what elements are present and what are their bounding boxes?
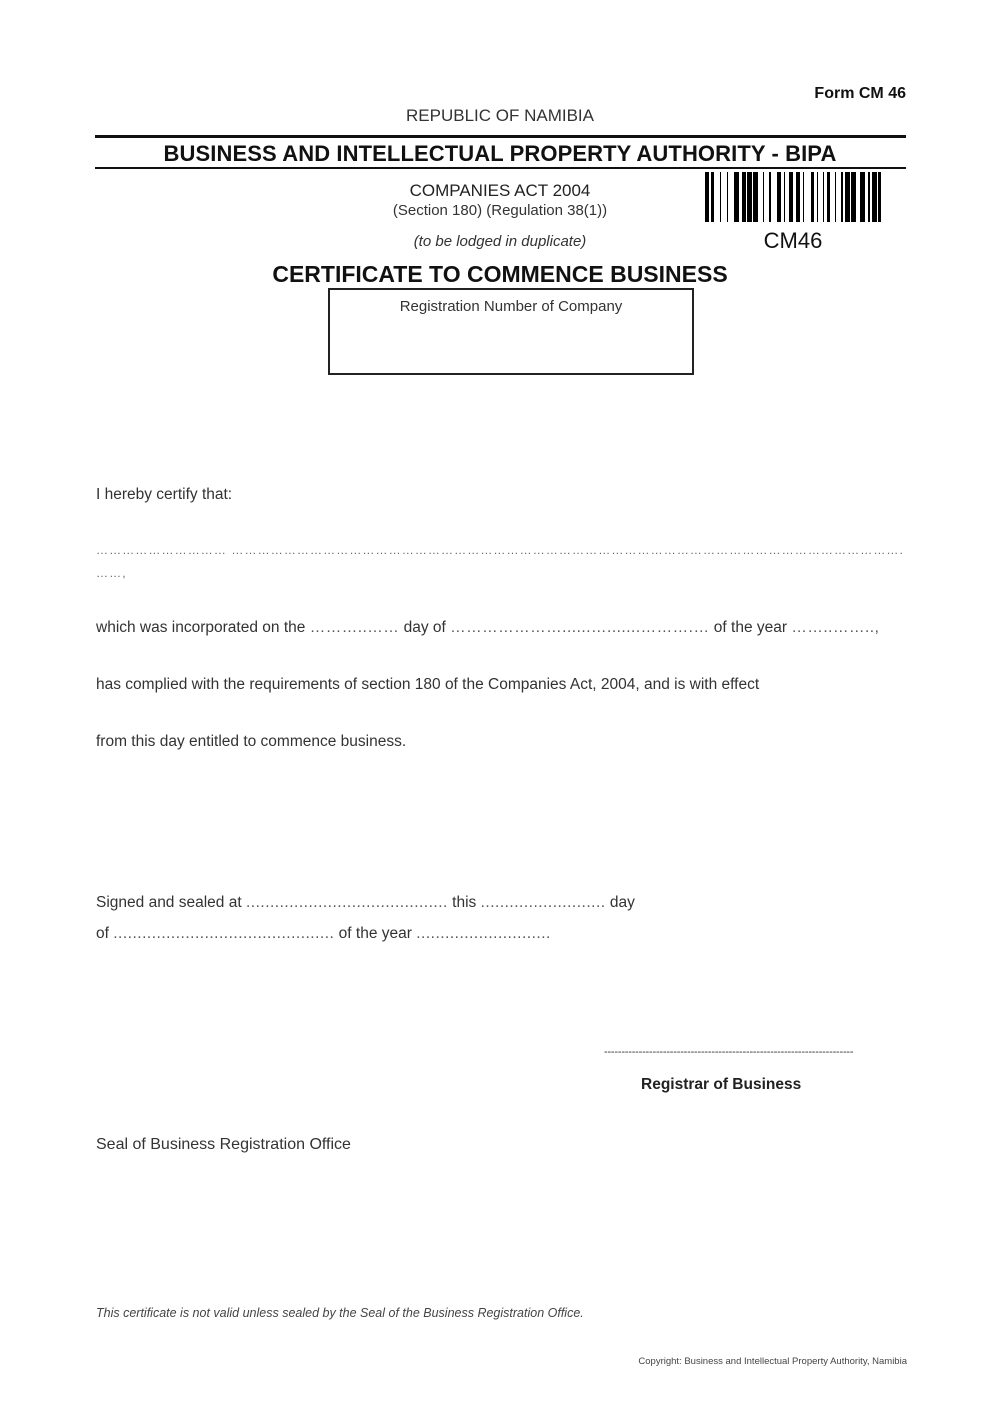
signed-of-label: of [96,925,109,942]
header-rule-bottom [95,167,906,169]
seal-label: Seal of Business Registration Office [96,1136,351,1153]
barcode-icon [705,172,881,222]
country-heading: REPUBLIC OF NAMIBIA [406,106,594,125]
incorporated-day-blank[interactable]: ………..…… [309,619,400,636]
incorporated-year-blank[interactable]: ……..…….., [791,619,880,636]
signed-line [96,894,635,912]
incorporated-day-label: day of [403,619,446,636]
signed-day-label: day [609,894,635,911]
signed-day-blank[interactable]: .......................... [480,894,606,911]
company-name-blank-continued[interactable]: ……, [96,566,127,580]
section-reference: (Section 180) (Regulation 38(1)) [392,202,608,219]
incorporation-line [96,619,879,637]
certificate-title: CERTIFICATE TO COMMENCE BUSINESS [272,261,728,287]
signed-month-blank[interactable]: .............................................. [113,925,335,942]
commencement-statement: from this day entitled to commence business. [96,733,407,750]
barcode-label: CM46 [763,228,823,253]
form-code: Form CM 46 [814,85,906,102]
validity-note: This certificate is not valid unless sealed by the Seal of the Business Registration Office. [96,1306,584,1320]
copyright-notice: Copyright: Business and Intellectual Property Authority, Namibia [638,1356,907,1367]
signed-place-blank[interactable]: .......................................... [245,894,448,911]
act-title: COMPANIES ACT 2004 [409,181,591,200]
incorporated-month-blank[interactable]: …………………......….......……….… [450,619,710,636]
certify-intro: I hereby certify that: [96,486,233,503]
signed-this-label: this [452,894,477,911]
signature-line[interactable]: ------------------------------------------------------------------------ [604,1046,854,1058]
signed-date-line [96,925,551,943]
header-rule-top [95,135,906,138]
lodging-note: (to be lodged in duplicate) [413,233,587,250]
incorporated-prefix: which was incorporated on the [96,619,306,636]
incorporated-year-label: of the year [713,619,788,636]
signed-at-label: Signed and sealed at [96,894,242,911]
registration-number-field[interactable] [328,288,694,375]
company-name-blank[interactable]: ………………………… ………………………………………………………………………………………………………………………………………. [96,543,904,557]
authority-heading: BUSINESS AND INTELLECTUAL PROPERTY AUTHORITY - BIPA [163,141,837,166]
signed-year-blank[interactable]: ............................ [416,925,551,942]
compliance-statement: has complied with the requirements of section 180 of the Companies Act, 2004, and is with effect [96,676,760,693]
registrar-label: Registrar of Business [641,1076,802,1093]
barcode-bar [878,172,880,222]
signed-year-label: of the year [338,925,412,942]
registration-number-label: Registration Number of Company [399,298,623,315]
